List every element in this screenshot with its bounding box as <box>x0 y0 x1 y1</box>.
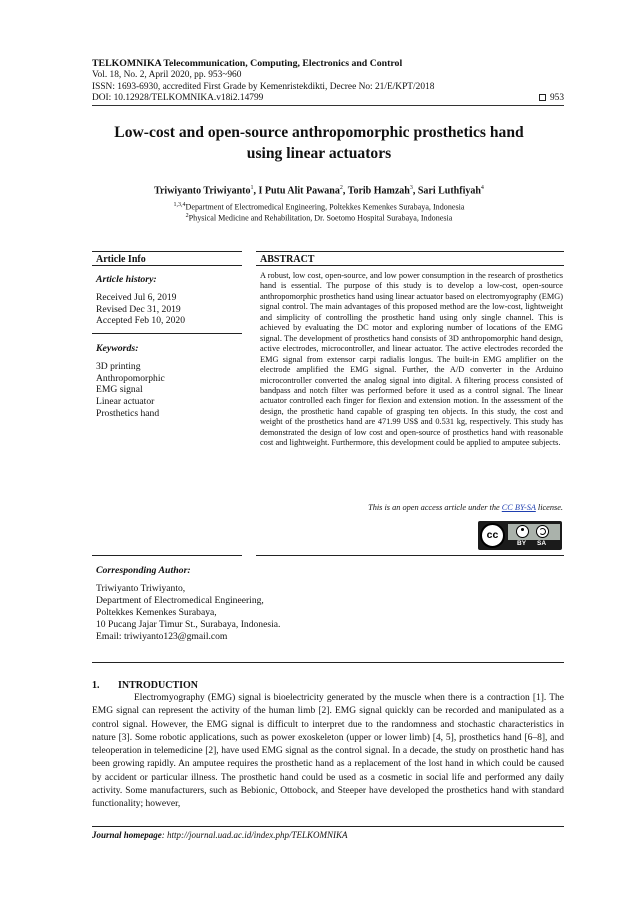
homepage-url[interactable]: : http://journal.uad.ac.id/index.php/TELKOMNIKA <box>161 830 348 840</box>
author-name: Torib Hamzah <box>347 185 410 197</box>
author-sup: 3 <box>409 185 413 191</box>
journal-header <box>92 58 564 106</box>
license-link[interactable]: CC BY-SA <box>501 503 536 512</box>
author-name: Triwiyanto Triwiyanto <box>154 185 251 197</box>
history-list <box>96 292 185 327</box>
doi-line: DOI: 10.12928/TELKOMNIKA.v18i2.14799 <box>92 93 264 104</box>
title-line-2: using linear actuators <box>246 145 392 162</box>
introduction-heading <box>92 680 198 691</box>
divider <box>92 826 564 827</box>
article-info-heading: Article Info <box>96 254 146 265</box>
corresponding-heading: Corresponding Author: <box>96 565 191 576</box>
corresponding-line: 10 Pucang Jajar Timur St., Surabaya, Indonesia. <box>96 619 281 630</box>
corresponding-line: Poltekkes Kemenkes Surabaya, <box>96 607 217 618</box>
journal-homepage-footer <box>92 830 348 840</box>
license-suffix: license. <box>535 503 563 512</box>
introduction-body <box>92 692 564 812</box>
cc-logo-icon: cc <box>480 523 505 548</box>
abstract-heading: ABSTRACT <box>260 254 315 265</box>
history-heading: Article history: <box>96 274 157 285</box>
affiliation <box>60 211 578 224</box>
author-name: Sari Luthfiyah <box>417 185 481 197</box>
volume-line: Vol. 18, No. 2, April 2020, pp. 953~960 <box>92 69 242 80</box>
page-number-text: 953 <box>549 93 564 104</box>
affiliation-sup: 1,3,4 <box>173 202 186 208</box>
issn-line: ISSN: 1693-6930, accredited First Grade by Kemenristekdikti, Decree No: 21/E/KPT/2018 <box>92 81 435 92</box>
divider <box>92 265 242 266</box>
journal-name: TELKOMNIKA Telecommunication, Computing, Electronics and Control <box>92 58 403 69</box>
title-line-1: Low-cost and open-source anthropomorphic prosthetics hand <box>114 124 524 141</box>
section-title: INTRODUCTION <box>118 680 199 691</box>
abstract-text: A robust, low cost, open-source, and low power consumption in the research of prosthetics hand is essential. The purpose of this study is to develop a low-cost, open-source anthropomorphic prosthetics hand using linear actuator based on electromyography (EMG) signal control. The main advantages of this proposed method are the low-cost, lightweight and simplicity of controlling the prosthetic hand using only single channel. This is achieved by evaluating the DC motor and exploring number of locations of the EMG signal. The development of prosthetics hand consists of 3D anthropomorphic hand design, active electrodes, microcontroller, and linear actuator. The active electrodes recorded the EMG signal from extensor carpi radialis longus. The built-in EMG amplifier on the electrode amplified the EMG signal. Further, the A/D converter in the Arduino microcontroller converted the analog signal into digital. A filtering process consisted of bandpass and notch filter was performed before it used as a control signal. The linear actuator controlled each finger for flexion and extension motion. In the assessment of the design, the prosthetic hand capable of grasping ten objects. In this study, the cost and weight of the prosthetics hand are 471.99 US$ and 0.531 kg, respectively. This study has demonstrated the design of low cost and open-source of prosthetics hand with reasonable cost and lightweight. Furthermore, this development could be applied to amputee subjects. <box>260 271 563 448</box>
keyword-item: EMG signal <box>96 384 143 396</box>
author-separator: , <box>342 185 348 197</box>
license-prefix: This is an open access article under the <box>368 503 502 512</box>
author-separator: , <box>253 185 259 197</box>
share-alike-icon <box>536 525 549 538</box>
introduction-paragraph: Electromyography (EMG) signal is bioelectricity generated by the muscle when there is a contraction [1]. The EMG signal can represent the activity of the human limb [2]. EMG signal quickly can be recorded and manipulated as a control signal. However, the EMG signal is difficult to interpret due to the randomness and stochastic characteristics in nature [3]. Some robotic applications, such as power exoskeleton (upper or lower limb) [4, 5], prosthetics hand [6–8], and teleoperation in telemedicine [2], have used EMG signal as the control signal. In a decade, the study on prosthetic hand has been growing rapidly. An amputee requires the prosthetic hand as a replacement of the lost hand in which could be caused by accident or particular illness. The prosthetic hand could be used as a cosmetic in social life and performed any daily activity. Some manufacturers, such as Bebionic, Ottobock, and Steeper have developed the prosthetics hand with standard functionality; however, <box>92 693 564 810</box>
author-list <box>60 185 578 196</box>
corresponding-line: Triwiyanto Triwiyanto, <box>96 583 186 594</box>
divider <box>92 555 242 556</box>
divider <box>256 265 564 266</box>
history-item: Accepted Feb 10, 2020 <box>96 315 185 327</box>
divider <box>256 555 564 556</box>
divider <box>92 333 242 334</box>
affiliation-sup: 2 <box>185 213 189 219</box>
page-box-icon <box>539 94 546 101</box>
corresponding-line: Department of Electromedical Engineering, <box>96 595 264 606</box>
author-separator: , <box>412 185 418 197</box>
corresponding-details <box>96 583 280 643</box>
attribution-icon <box>516 525 529 538</box>
cc-by-sa-badge[interactable] <box>478 521 562 550</box>
paper-title <box>60 122 578 164</box>
keyword-item: Linear actuator <box>96 396 155 408</box>
author-sup: 4 <box>480 185 484 191</box>
keywords-heading: Keywords: <box>96 343 139 354</box>
by-label: BY <box>517 540 527 547</box>
keyword-item: Anthropomorphic <box>96 372 165 384</box>
doi-row <box>92 93 564 106</box>
affiliation-text: Department of Electromedical Engineering, Poltekkes Kemenkes Surabaya, Indonesia <box>185 202 465 212</box>
author-name: I Putu Alit Pawana <box>258 185 340 197</box>
affiliation-text: Physical Medicine and Rehabilitation, Dr. Soetomo Hospital Surabaya, Indonesia <box>188 213 453 223</box>
divider <box>256 251 564 252</box>
homepage-label: Journal homepage <box>92 830 162 840</box>
corresponding-email: Email: triwiyanto123@gmail.com <box>96 631 228 642</box>
divider <box>92 251 242 252</box>
history-item: Received Jul 6, 2019 <box>96 292 177 303</box>
author-sup: 1 <box>250 185 254 191</box>
section-number: 1. <box>92 680 100 691</box>
history-item: Revised Dec 31, 2019 <box>96 303 181 315</box>
divider <box>92 662 564 663</box>
sa-label: SA <box>537 540 547 547</box>
page-number <box>539 93 564 105</box>
keyword-list <box>96 361 165 420</box>
keyword-item: Prosthetics hand <box>96 407 160 419</box>
keyword-item: 3D printing <box>96 361 141 372</box>
license-line <box>260 503 563 512</box>
author-sup: 2 <box>339 185 343 191</box>
